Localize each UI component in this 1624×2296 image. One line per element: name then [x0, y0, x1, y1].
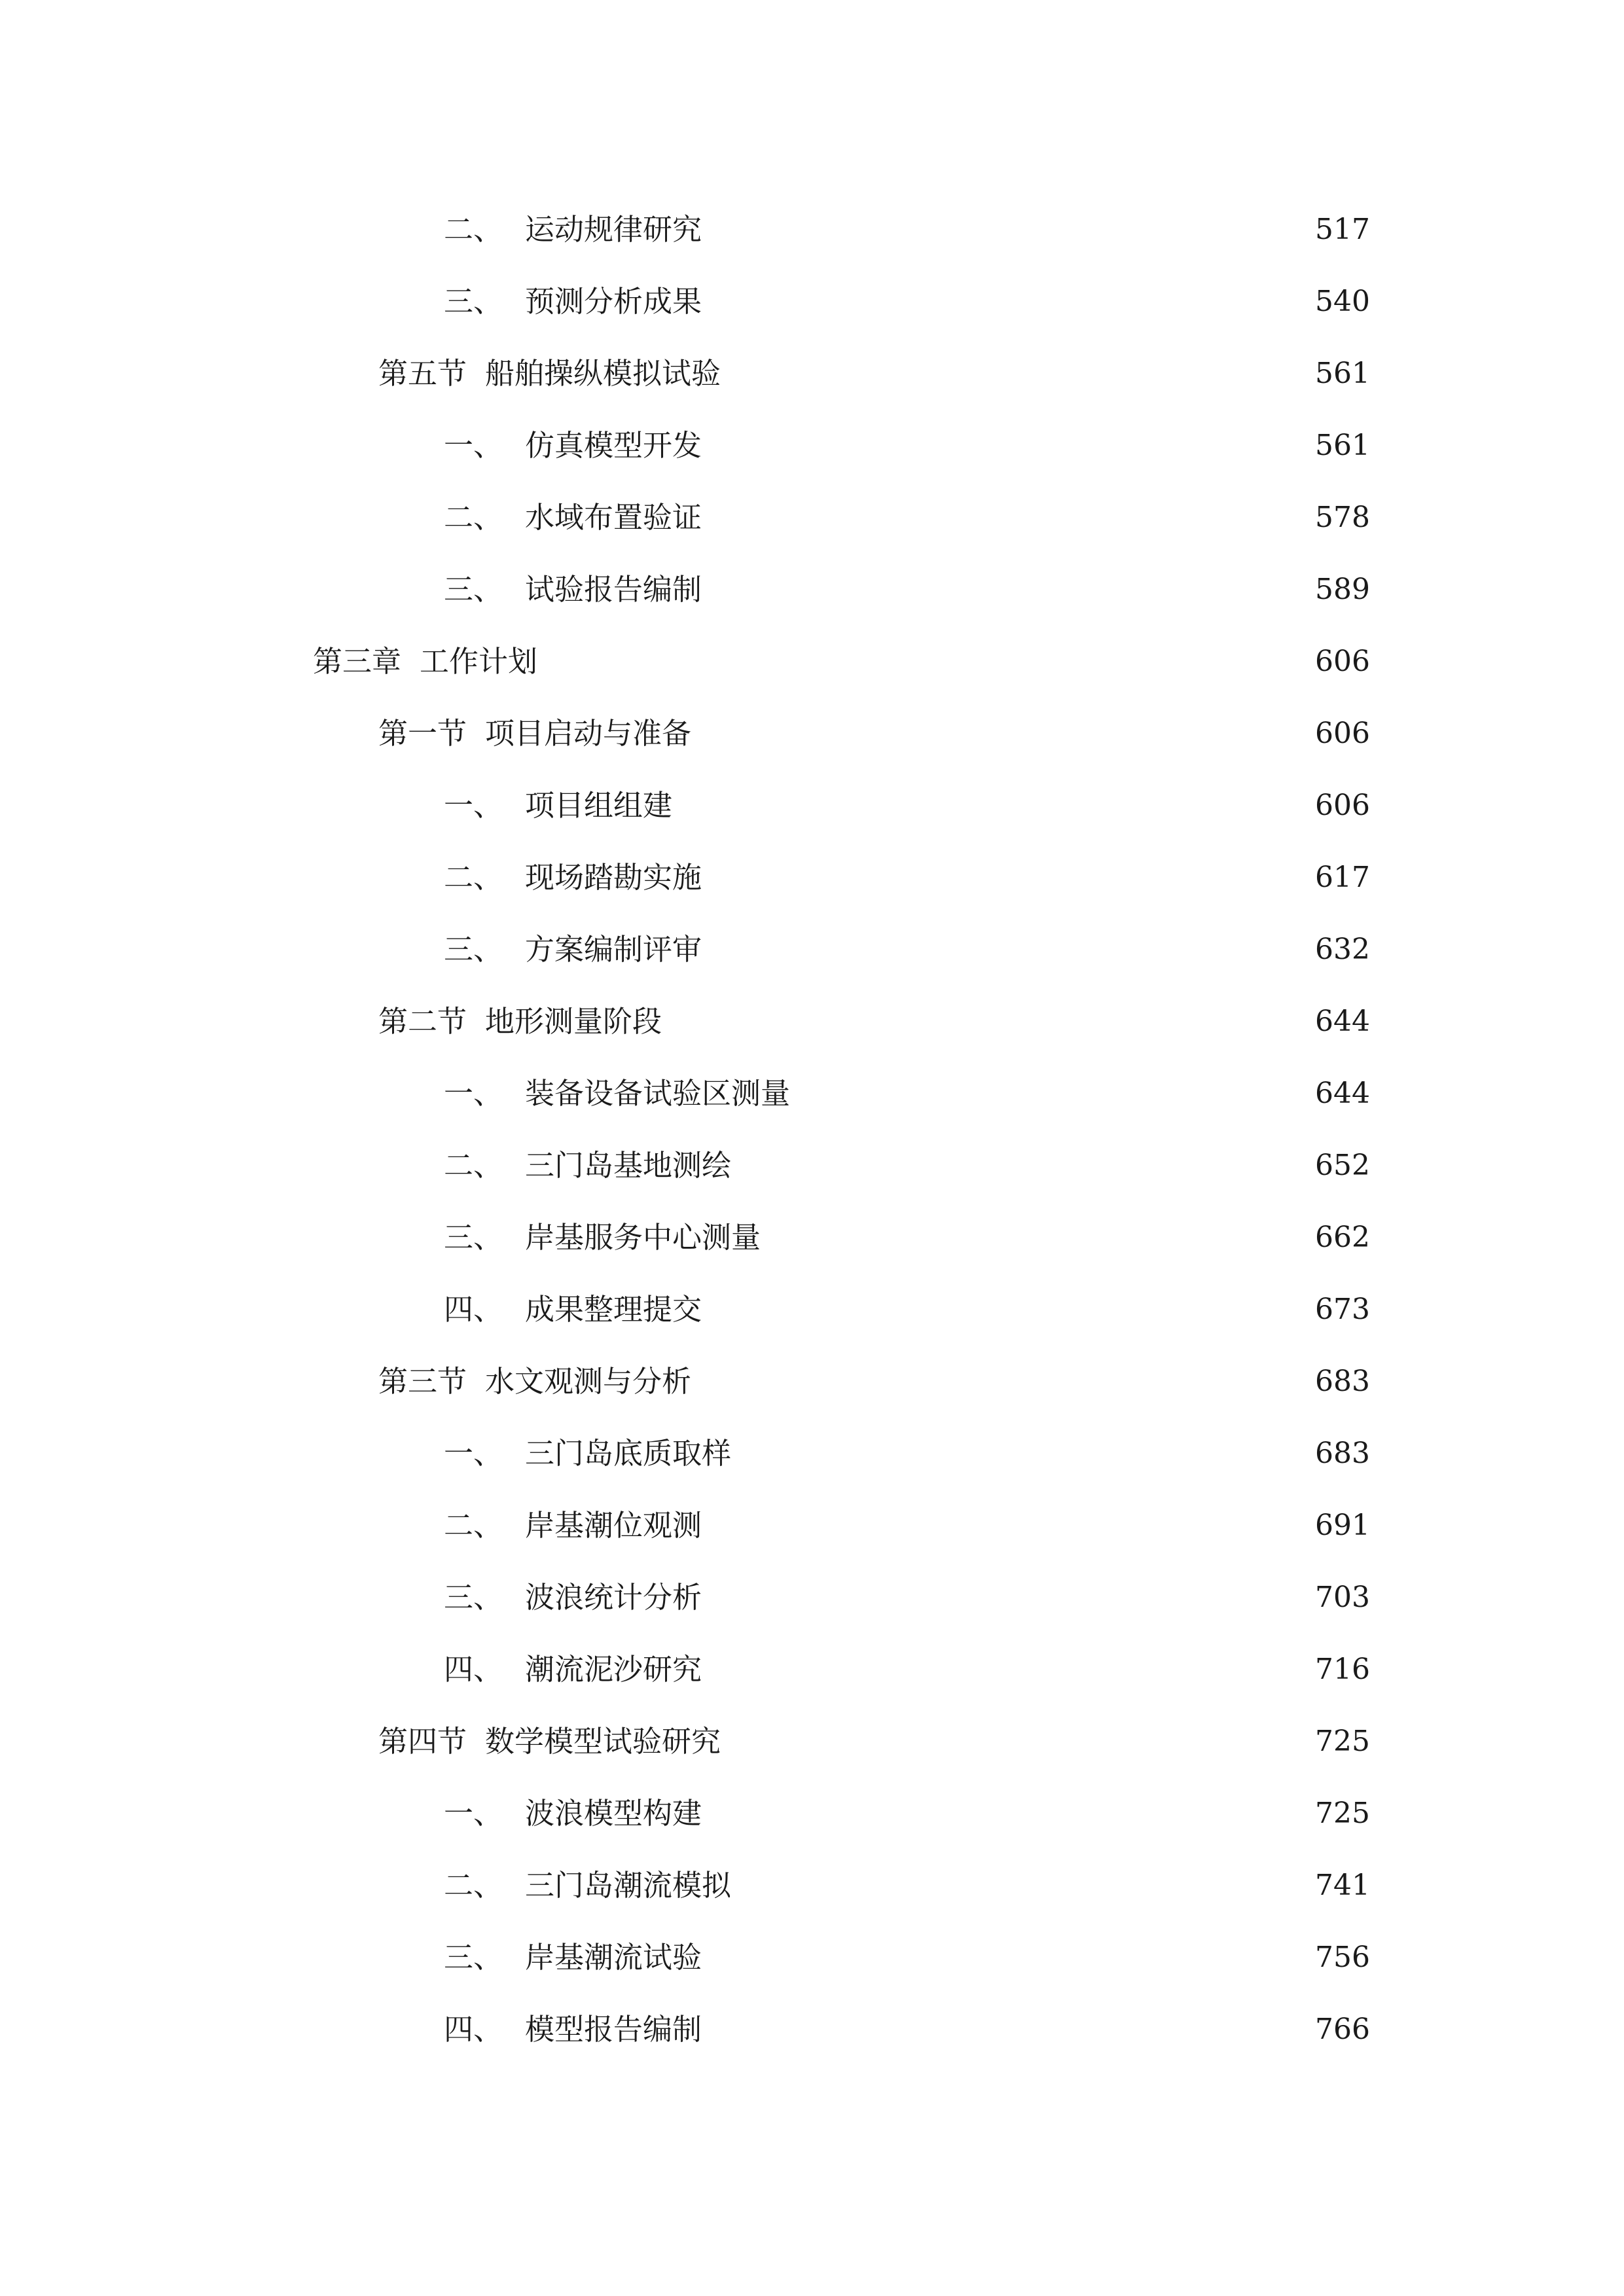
- toc-page-number: 683: [1315, 1437, 1370, 1470]
- toc-dot-leader: [711, 420, 1303, 472]
- toc-page-number: 578: [1315, 501, 1370, 534]
- toc-dot-leader: [740, 1139, 1303, 1192]
- toc-entry-number: 三、: [444, 1220, 503, 1255]
- toc-dot-leader: [711, 1643, 1303, 1696]
- toc-entry-title: 仿真模型开发: [525, 428, 702, 463]
- toc-entry-title: 项目启动与准备: [485, 716, 692, 751]
- toc-entry[interactable]: [444, 564, 1370, 616]
- toc-entry[interactable]: [444, 1643, 1370, 1696]
- toc-entry-number: 第三章: [313, 644, 402, 679]
- toc-page-number: 561: [1315, 429, 1370, 462]
- toc-entry[interactable]: [444, 492, 1370, 544]
- toc-page-number: 766: [1315, 2013, 1370, 2046]
- toc-entry[interactable]: [444, 276, 1370, 328]
- toc-entry-number: 一、: [444, 1436, 503, 1471]
- toc-entry-title: 岸基潮位观测: [525, 1508, 702, 1543]
- toc-entry-number: 三、: [444, 932, 503, 967]
- toc-entry[interactable]: [444, 204, 1370, 256]
- toc-dot-leader: [711, 852, 1303, 904]
- toc-dot-leader: [547, 636, 1303, 688]
- toc-entry-title: 三门岛基地测绘: [525, 1148, 732, 1183]
- toc-entry[interactable]: [444, 420, 1370, 472]
- toc-entry[interactable]: [444, 1859, 1370, 1912]
- toc-entry-title: 岸基服务中心测量: [525, 1220, 761, 1255]
- toc-entry-title: 波浪模型构建: [525, 1796, 702, 1831]
- toc-entry[interactable]: [444, 852, 1370, 904]
- toc-dot-leader: [711, 492, 1303, 544]
- toc-dot-leader: [730, 348, 1303, 400]
- toc-entry-number: 第一节: [378, 716, 467, 751]
- toc-entry-number: 三、: [444, 1940, 503, 1975]
- toc-page-number: 617: [1315, 861, 1370, 894]
- toc-page-number: 691: [1315, 1509, 1370, 1542]
- toc-entry[interactable]: [444, 924, 1370, 976]
- toc-page-number: 725: [1315, 1797, 1370, 1830]
- toc-entry[interactable]: [444, 1283, 1370, 1336]
- toc-dot-leader: [740, 1427, 1303, 1480]
- toc-entry-title: 模型报告编制: [525, 2012, 702, 2047]
- toc-dot-leader: [711, 1571, 1303, 1624]
- toc-dot-leader: [740, 1859, 1303, 1912]
- toc-entry-title: 数学模型试验研究: [485, 1724, 721, 1759]
- toc-entry-number: 四、: [444, 1652, 503, 1687]
- toc-entry[interactable]: [444, 1139, 1370, 1192]
- toc-entry-title: 波浪统计分析: [525, 1580, 702, 1615]
- toc-page-number: 703: [1315, 1581, 1370, 1614]
- toc-entry-title: 装备设备试验区测量: [525, 1076, 791, 1111]
- toc-page-number: 644: [1315, 1005, 1370, 1038]
- toc-page-number: 756: [1315, 1941, 1370, 1974]
- toc-entry-title: 运动规律研究: [525, 212, 702, 247]
- toc-entry-number: 四、: [444, 2012, 503, 2047]
- toc-entry[interactable]: [378, 1355, 1370, 1408]
- toc-page-number: 606: [1315, 789, 1370, 822]
- toc-page-number: 606: [1315, 645, 1370, 678]
- toc-dot-leader: [711, 2003, 1303, 2056]
- toc-page-number: 741: [1315, 1869, 1370, 1902]
- toc-page-number: 517: [1315, 213, 1370, 246]
- toc-entry[interactable]: [444, 2003, 1370, 2056]
- toc-entry-number: 一、: [444, 428, 503, 463]
- toc-entry-title: 三门岛潮流模拟: [525, 1868, 732, 1903]
- toc-entry[interactable]: [444, 1931, 1370, 1984]
- toc-dot-leader: [711, 276, 1303, 328]
- toc-entry-number: 二、: [444, 860, 503, 895]
- toc-entry-number: 四、: [444, 1292, 503, 1327]
- toc-entry[interactable]: [378, 348, 1370, 400]
- toc-entry-title: 方案编制评审: [525, 932, 702, 967]
- toc-entry-number: 二、: [444, 1508, 503, 1543]
- toc-entry[interactable]: [444, 1211, 1370, 1264]
- toc-entry-title: 三门岛底质取样: [525, 1436, 732, 1471]
- toc-page-number: 652: [1315, 1149, 1370, 1182]
- toc-dot-leader: [711, 1931, 1303, 1984]
- toc-dot-leader: [681, 780, 1303, 832]
- toc-dot-leader: [700, 1355, 1303, 1408]
- toc-entry-title: 预测分析成果: [525, 284, 702, 319]
- toc-entry[interactable]: [444, 1571, 1370, 1624]
- toc-entry-title: 地形测量阶段: [485, 1004, 662, 1039]
- toc-entry-title: 现场踏勘实施: [525, 860, 702, 895]
- toc-page-number: 683: [1315, 1365, 1370, 1398]
- toc-page-number: 725: [1315, 1725, 1370, 1758]
- toc-dot-leader: [770, 1211, 1303, 1264]
- toc-entry[interactable]: [378, 996, 1370, 1048]
- toc-entry-number: 第四节: [378, 1724, 467, 1759]
- toc-dot-leader: [730, 1715, 1303, 1768]
- toc-entry[interactable]: [444, 1787, 1370, 1840]
- toc-dot-leader: [671, 996, 1303, 1048]
- toc-entry-title: 水域布置验证: [525, 500, 702, 535]
- toc-entry-number: 三、: [444, 572, 503, 607]
- toc-entry[interactable]: [378, 1715, 1370, 1768]
- toc-entry[interactable]: [313, 636, 1370, 688]
- toc-dot-leader: [711, 1283, 1303, 1336]
- toc-dot-leader: [711, 564, 1303, 616]
- toc-entry[interactable]: [378, 708, 1370, 760]
- toc-entry-title: 项目组组建: [525, 788, 673, 823]
- toc-entry[interactable]: [444, 1427, 1370, 1480]
- toc-page-number: 561: [1315, 357, 1370, 390]
- toc-page-number: 673: [1315, 1293, 1370, 1326]
- toc-page-number: 632: [1315, 933, 1370, 966]
- toc-entry[interactable]: [444, 1499, 1370, 1552]
- toc-entry-number: 二、: [444, 1868, 503, 1903]
- toc-entry-title: 工作计划: [420, 644, 538, 679]
- toc-page-number: 716: [1315, 1653, 1370, 1686]
- toc-entry-number: 第三节: [378, 1364, 467, 1399]
- toc-page-number: 662: [1315, 1221, 1370, 1254]
- toc-entry-title: 岸基潮流试验: [525, 1940, 702, 1975]
- toc-entry-number: 三、: [444, 284, 503, 319]
- toc-dot-leader: [799, 1067, 1303, 1120]
- toc-entry-title: 潮流泥沙研究: [525, 1652, 702, 1687]
- toc-page-number: 644: [1315, 1077, 1370, 1110]
- toc-entry[interactable]: [444, 780, 1370, 832]
- toc-entry-number: 一、: [444, 788, 503, 823]
- toc-page-number: 606: [1315, 717, 1370, 750]
- toc-page-number: 589: [1315, 573, 1370, 606]
- toc-entry-number: 二、: [444, 1148, 503, 1183]
- toc-dot-leader: [711, 924, 1303, 976]
- toc-entry-title: 试验报告编制: [525, 572, 702, 607]
- toc-dot-leader: [711, 204, 1303, 256]
- toc-entry-title: 成果整理提交: [525, 1292, 702, 1327]
- toc-entry-number: 一、: [444, 1076, 503, 1111]
- toc-dot-leader: [711, 1499, 1303, 1552]
- toc-entry-number: 第五节: [378, 356, 467, 391]
- toc-entry[interactable]: [444, 1067, 1370, 1120]
- toc-entry-number: 一、: [444, 1796, 503, 1831]
- toc-dot-leader: [700, 708, 1303, 760]
- toc-entry-number: 二、: [444, 500, 503, 535]
- toc-entry-title: 船舶操纵模拟试验: [485, 356, 721, 391]
- toc-entry-title: 水文观测与分析: [485, 1364, 692, 1399]
- toc-page-number: 540: [1315, 285, 1370, 318]
- toc-entry-number: 三、: [444, 1580, 503, 1615]
- toc-entry-number: 第二节: [378, 1004, 467, 1039]
- toc-dot-leader: [711, 1787, 1303, 1840]
- toc-entry-number: 二、: [444, 212, 503, 247]
